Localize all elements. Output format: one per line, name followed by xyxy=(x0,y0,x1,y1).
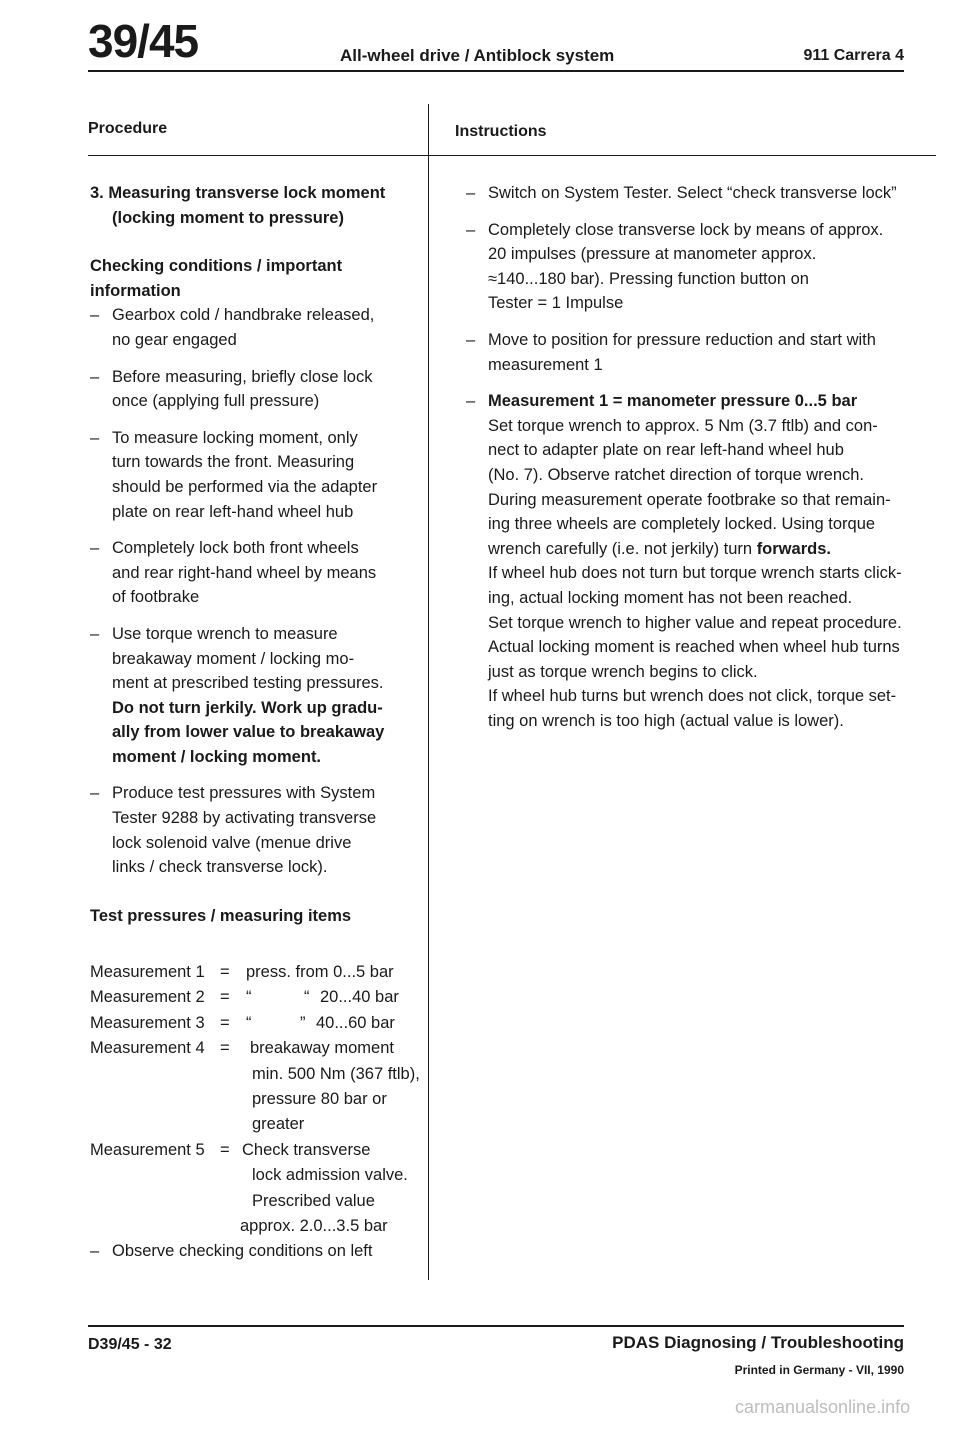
footer-section: PDAS Diagnosing / Troubleshooting xyxy=(612,1333,904,1352)
instructions-column xyxy=(466,181,946,733)
measurement-row: Measurement 4 = breakaway moment xyxy=(90,1039,394,1058)
header-rule xyxy=(88,70,904,72)
list-item: – Gearbox cold / handbrake released, no gear engaged xyxy=(90,306,375,349)
watermark: carmanualsonline.info xyxy=(735,1397,911,1417)
footer-rule xyxy=(88,1325,904,1327)
list-item: – Switch on System Tester. Select “check transverse lock” xyxy=(466,184,897,202)
list-item: – Before measuring, briefly close lock once (applying full pressure) xyxy=(90,367,373,411)
instructions-heading: Instructions xyxy=(455,123,547,140)
list-item: – Observe checking conditions on left xyxy=(90,1242,373,1261)
list-item: – Completely close transverse lock by means of approx. 20 impulses (pressure at manometer approx. ≈140...180 bar). Pressing function button on Tester = 1 Impulse xyxy=(466,220,884,313)
footer-printed: Printed in Germany - VII, 1990 xyxy=(734,1363,904,1377)
test-pressures-title: Test pressures / measuring items xyxy=(90,906,352,925)
page-number: 39/45 xyxy=(88,15,199,67)
header-model: 911 Carrera 4 xyxy=(803,47,904,64)
list-item: – Produce test pressures with System Tester 9288 by activating transverse lock solenoid valve (menue drive links / check transverse lock). xyxy=(90,784,377,877)
conditions-title-cont: information xyxy=(90,281,181,300)
step-title: 3. Measuring transverse lock moment xyxy=(90,184,386,202)
measurement-row: Measurement 3 = “ ” 40...60 bar xyxy=(90,1013,395,1032)
measurement-row: Measurement 5 = Check transverse xyxy=(90,1140,371,1159)
list-item: – Move to position for pressure reduction and start with measurement 1 xyxy=(466,330,876,374)
procedure-column xyxy=(90,181,420,928)
measurement-row: Measurement 2 = “ “ 20...40 bar xyxy=(90,988,399,1007)
list-item: – Use torque wrench to measure breakaway moment / locking mo- ment at prescribed testing pressures. Do not turn jerkily. Work up gradu- ally from lower value to breakaway moment / locking moment. xyxy=(90,624,385,766)
procedure-heading: Procedure xyxy=(88,120,168,137)
footer-code: D39/45 - 32 xyxy=(88,1336,172,1353)
list-item: – Measurement 1 = manometer pressure 0...5 bar Set torque wrench to approx. 5 Nm (3.7 ftlb) and con- nect to adapter plate on rear left-hand wheel hub (No. 7). Observe ratchet direction of torque wrench. During measurement operate footbrake so that remain- ing three wheels are completely locked. Using torque wrench carefully (i.e. not jerkily) turn forwards. If wheel hub does not turn but torque wrench starts click- ing, actual locking moment has not been reached. Set torque wrench to higher value and repeat procedure. Actual locking moment is reached when wheel hub turns just as torque wrench begins to click. If wheel hub turns but wrench does not click, torque set- ting on wrench is too high (actual value is lower). xyxy=(466,392,902,730)
conditions-title: Checking conditions / important xyxy=(90,257,343,276)
measurement-row: Measurement 1 = press. from 0...5 bar xyxy=(90,963,394,981)
column-heading-rule xyxy=(88,155,936,156)
header-title: All-wheel drive / Antiblock system xyxy=(340,46,615,65)
list-item: – Completely lock both front wheels and rear right-hand wheel by means of footbrake xyxy=(90,539,377,607)
measurement-table: Measurement 1 = press. from 0...5 bar Measurement 2 = “ “ 20...40 bar Measurement 3 = “ ” 40...60 bar Measurement 4 = breakaway moment min. 500 Nm (367 ftlb), pressure 80 bar or greater Measurement 5 = Check transverse lock admission valve. Prescribed value approx. 2.0...3.5 bar – Observe checking conditions on left xyxy=(90,960,450,1265)
list-item: – To measure locking moment, only turn towards the front. Measuring should be performed via the adapter plate on rear left-hand wheel hub xyxy=(90,428,378,521)
step-subtitle: (locking moment to pressure) xyxy=(112,208,344,227)
